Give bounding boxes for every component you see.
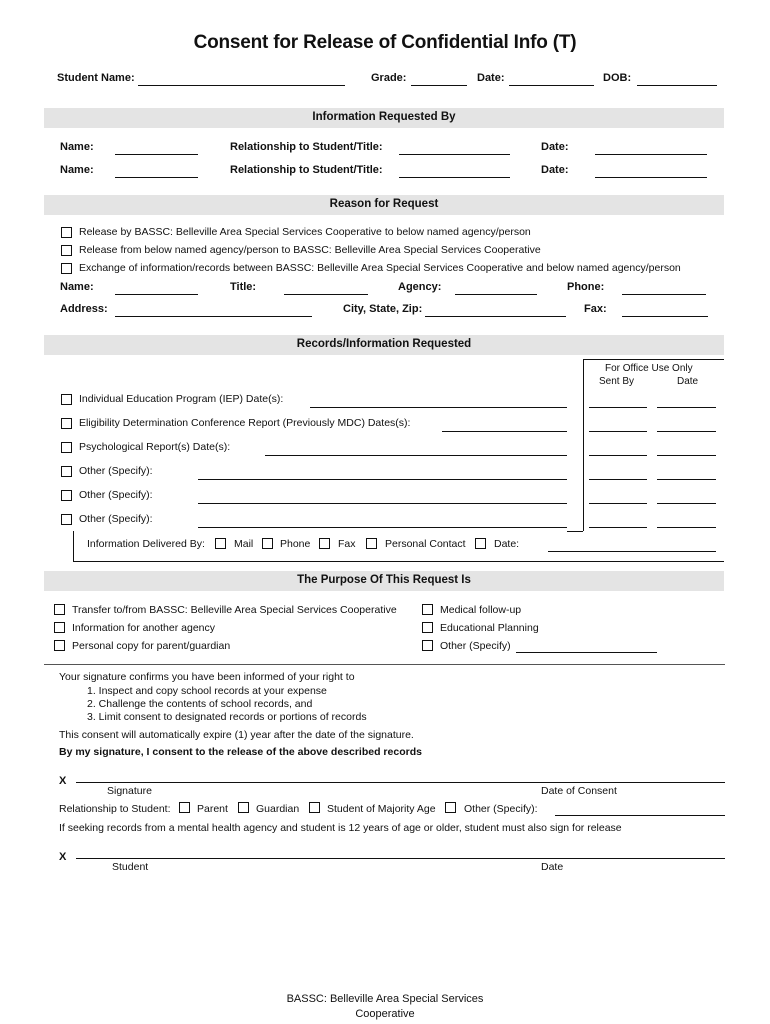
purpose-checkbox-transfer[interactable]: [54, 604, 65, 615]
records-other-1-field[interactable]: [198, 479, 567, 480]
agency-phone-field[interactable]: [622, 294, 706, 295]
purpose-checkbox-other[interactable]: [422, 640, 433, 651]
form-title: Consent for Release of Confidential Info (T): [193, 32, 577, 53]
relationship-option-other: Other (Specify):: [464, 803, 538, 815]
agency-address-label: Address:: [60, 303, 108, 315]
office-date-line[interactable]: [657, 455, 716, 456]
delivery-checkbox-fax[interactable]: [319, 538, 330, 549]
rights-item-challenge: 2. Challenge the contents of school records, and: [87, 698, 313, 710]
reason-heading: Reason for Request: [329, 198, 439, 210]
office-sent-by-line[interactable]: [589, 455, 647, 456]
purpose-option-other: Other (Specify): [440, 640, 511, 652]
relationship-label: Relationship to Student:: [59, 803, 171, 815]
requester-1-relationship-label: Relationship to Student/Title:: [230, 141, 383, 153]
reason-checkbox-exchange[interactable]: [61, 263, 72, 274]
office-sent-by-label: Sent By: [599, 376, 635, 387]
agency-name-field[interactable]: [115, 294, 198, 295]
delivered-by-label: Information Delivered By:: [87, 538, 205, 550]
grade-field[interactable]: [411, 85, 467, 86]
relationship-checkbox-guardian[interactable]: [238, 802, 249, 813]
records-psychological-date-field[interactable]: [265, 455, 567, 456]
delivery-date-label: Date:: [494, 538, 520, 550]
purpose-checkbox-personal-copy[interactable]: [54, 640, 65, 651]
office-sent-by-line[interactable]: [589, 431, 647, 432]
records-item-eligibility: Eligibility Determination Conference Report (Previously MDC) Dates(s):: [79, 417, 411, 429]
purpose-option-educational: Educational Planning: [440, 622, 539, 634]
dob-field[interactable]: [637, 85, 717, 86]
delivery-box-left: [73, 531, 74, 561]
purpose-checkbox-medical[interactable]: [422, 604, 433, 615]
reason-checkbox-release-from[interactable]: [61, 245, 72, 256]
records-checkbox-other-2[interactable]: [61, 490, 72, 501]
reason-option-release-by: Release by BASSC: Belleville Area Special Services Cooperative to below named agency/person: [79, 226, 531, 238]
relationship-checkbox-majority-age[interactable]: [309, 802, 320, 813]
office-sent-by-line[interactable]: [589, 407, 647, 408]
purpose-other-field[interactable]: [516, 652, 657, 653]
relationship-other-field[interactable]: [555, 815, 725, 816]
rights-expire-note: This consent will automatically expire (1) year after the date of the signature.: [59, 729, 414, 741]
requester-2-name-label: Name:: [60, 164, 94, 176]
student-name-label: Student Name:: [57, 72, 135, 84]
requester-1-relationship-field[interactable]: [399, 154, 510, 155]
agency-phone-label: Phone:: [567, 281, 605, 293]
delivery-option-mail: Mail: [234, 538, 254, 550]
agency-city-field[interactable]: [425, 316, 566, 317]
records-heading: Records/Information Requested: [296, 338, 472, 350]
delivery-checkbox-date[interactable]: [475, 538, 486, 549]
purpose-option-another-agency: Information for another agency: [72, 622, 216, 634]
rights-item-limit: 3. Limit consent to designated records or portions of records: [87, 711, 367, 723]
student-signature-label: Student: [112, 861, 149, 873]
signature-line[interactable]: [76, 782, 725, 783]
student-signature-x-mark: X: [59, 851, 67, 863]
reason-option-release-from: Release from below named agency/person to BASSC: Belleville Area Special Services Cooperative: [79, 244, 541, 256]
records-checkbox-other-3[interactable]: [61, 514, 72, 525]
rights-intro: Your signature confirms you have been informed of your right to: [59, 671, 355, 683]
relationship-option-parent: Parent: [197, 803, 228, 815]
records-header: [44, 335, 724, 355]
dob-label: DOB:: [603, 72, 632, 84]
reason-header: [44, 195, 724, 215]
purpose-option-personal-copy: Personal copy for parent/guardian: [72, 640, 231, 652]
office-date-label: Date: [677, 376, 699, 387]
delivery-checkbox-personal-contact[interactable]: [366, 538, 377, 549]
student-date-label: Date: [541, 861, 564, 873]
delivery-option-fax: Fax: [338, 538, 356, 550]
requester-1-date-field[interactable]: [595, 154, 707, 155]
requester-2-relationship-label: Relationship to Student/Title:: [230, 164, 383, 176]
records-item-other-1: Other (Specify):: [79, 465, 153, 477]
purpose-checkbox-another-agency[interactable]: [54, 622, 65, 633]
office-date-line[interactable]: [657, 407, 716, 408]
signature-x-mark: X: [59, 775, 67, 787]
agency-title-label: Title:: [230, 281, 257, 293]
relationship-checkbox-other[interactable]: [445, 802, 456, 813]
date-label: Date:: [477, 72, 505, 84]
records-item-iep: Individual Education Program (IEP) Date(s):: [79, 393, 284, 405]
rights-consent-statement: By my signature, I consent to the release of the above described records: [59, 746, 422, 758]
records-item-other-2: Other (Specify):: [79, 489, 153, 501]
purpose-checkbox-educational[interactable]: [422, 622, 433, 633]
date-field[interactable]: [509, 85, 594, 86]
office-date-line[interactable]: [657, 503, 716, 504]
office-sent-by-line[interactable]: [589, 479, 647, 480]
mental-health-note: If seeking records from a mental health agency and student is 12 years of age or older, student must also sign for release: [59, 822, 622, 834]
records-checkbox-psychological[interactable]: [61, 442, 72, 453]
delivery-checkbox-mail[interactable]: [215, 538, 226, 549]
requester-2-date-label: Date:: [541, 164, 569, 176]
office-sent-by-line[interactable]: [589, 527, 647, 528]
purpose-heading: The Purpose Of This Request Is: [297, 574, 471, 586]
student-name-field[interactable]: [138, 85, 345, 86]
reason-checkbox-release-by[interactable]: [61, 227, 72, 238]
relationship-checkbox-parent[interactable]: [179, 802, 190, 813]
purpose-header: [44, 571, 724, 591]
signature-label: Signature: [107, 785, 152, 797]
requester-2-name-field[interactable]: [115, 177, 198, 178]
requester-2-date-field[interactable]: [595, 177, 707, 178]
records-checkbox-iep[interactable]: [61, 394, 72, 405]
office-date-line[interactable]: [657, 479, 716, 480]
relationship-option-majority-age: Student of Majority Age: [327, 803, 436, 815]
date-of-consent-label: Date of Consent: [541, 785, 617, 797]
records-eligibility-date-field[interactable]: [442, 431, 567, 432]
agency-fax-label: Fax:: [584, 303, 607, 315]
agency-title-field[interactable]: [284, 294, 368, 295]
info-requested-by-header: [44, 108, 724, 128]
records-other-2-field[interactable]: [198, 503, 567, 504]
rights-item-inspect: 1. Inspect and copy school records at your expense: [87, 685, 327, 697]
office-date-line[interactable]: [657, 527, 716, 528]
purpose-option-medical: Medical follow-up: [440, 604, 522, 616]
footer-organization: BASSC: Belleville Area Special Services: [286, 993, 484, 1005]
delivery-date-field[interactable]: [548, 551, 716, 552]
agency-address-field[interactable]: [115, 316, 312, 317]
delivery-box-bottom: [73, 561, 724, 562]
office-sent-by-line[interactable]: [589, 503, 647, 504]
agency-city-label: City, State, Zip:: [343, 303, 423, 315]
office-use-box-left: [583, 359, 584, 531]
agency-label: Agency:: [398, 281, 442, 293]
records-item-other-3: Other (Specify):: [79, 513, 153, 525]
records-checkbox-eligibility[interactable]: [61, 418, 72, 429]
student-signature-line[interactable]: [76, 858, 725, 859]
records-other-3-field[interactable]: [198, 527, 567, 528]
reason-option-exchange: Exchange of information/records between BASSC: Belleville Area Special Services Cooperative and below named agency/person: [79, 262, 681, 274]
office-date-line[interactable]: [657, 431, 716, 432]
relationship-option-guardian: Guardian: [256, 803, 300, 815]
purpose-option-transfer: Transfer to/from BASSC: Belleville Area Special Services Cooperative: [72, 604, 397, 616]
info-requested-by-heading: Information Requested By: [312, 111, 456, 123]
office-use-box-top: [583, 359, 724, 360]
delivery-option-phone: Phone: [280, 538, 311, 550]
grade-label: Grade:: [371, 72, 407, 84]
requester-2-relationship-field[interactable]: [399, 177, 510, 178]
requester-1-date-label: Date:: [541, 141, 569, 153]
records-iep-date-field[interactable]: [310, 407, 567, 408]
requester-1-name-field[interactable]: [115, 154, 198, 155]
requester-1-name-label: Name:: [60, 141, 94, 153]
agency-field[interactable]: [455, 294, 537, 295]
agency-name-label: Name:: [60, 281, 94, 293]
records-item-psychological: Psychological Report(s) Date(s):: [79, 441, 231, 453]
purpose-divider: [44, 664, 725, 665]
records-checkbox-other-1[interactable]: [61, 466, 72, 477]
delivery-option-personal-contact: Personal Contact: [385, 538, 466, 550]
delivery-box-top-right: [567, 531, 583, 532]
footer-organization-cont: Cooperative: [355, 1008, 415, 1020]
delivery-checkbox-phone[interactable]: [262, 538, 273, 549]
agency-fax-field[interactable]: [622, 316, 708, 317]
office-use-label: For Office Use Only: [605, 363, 693, 374]
